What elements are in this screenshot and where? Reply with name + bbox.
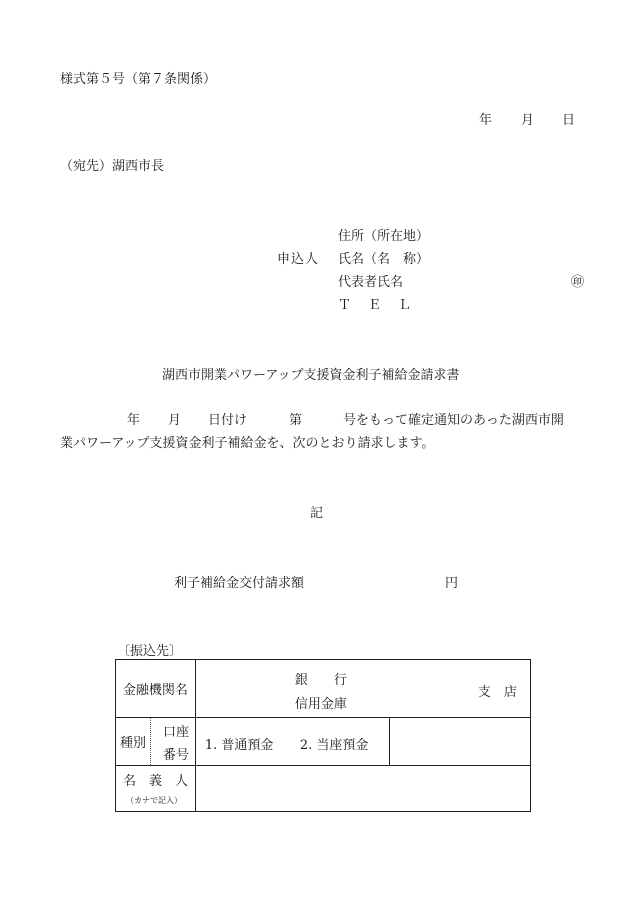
holder-name-field[interactable] xyxy=(195,766,530,812)
date-month-label: 月 xyxy=(521,113,535,128)
option-ordinary-deposit[interactable]: 1. 普通預金 xyxy=(204,738,274,753)
holder-label-cell xyxy=(116,766,196,812)
account-label-top: 口座 xyxy=(162,725,189,740)
holder-note: （カナで記入） xyxy=(126,796,182,805)
transfer-heading: 〔振込先〕 xyxy=(117,644,183,659)
applicant-role-label: 申込人 xyxy=(277,252,320,267)
institution-name-field[interactable] xyxy=(195,660,530,718)
representative-name-label: 代表者氏名 xyxy=(338,275,404,290)
amount-label: 利子補給金交付請求額 xyxy=(174,576,305,591)
body-dated: 日付け xyxy=(208,413,248,428)
addressee: （宛先）湖西市長 xyxy=(60,159,165,174)
body-year: 年 xyxy=(127,413,141,428)
tel-label: Ｔ Ｅ Ｌ xyxy=(338,298,414,313)
form-number: 様式第５号（第７条関係） xyxy=(60,72,217,87)
institution-row xyxy=(116,660,531,718)
amount-unit: 円 xyxy=(445,576,459,591)
date-year-label: 年 xyxy=(479,113,493,128)
account-number-field[interactable] xyxy=(390,718,531,766)
institution-label: 金融機関名 xyxy=(122,683,188,698)
option-current-deposit[interactable]: 2. 当座預金 xyxy=(299,738,369,753)
ki-heading: 記 xyxy=(310,506,324,521)
document-title: 湖西市開業パワーアップ支援資金利子補給金請求書 xyxy=(162,368,460,383)
body-month: 月 xyxy=(168,413,182,428)
body-no-prefix: 第 xyxy=(289,413,303,428)
account-number-label-cell xyxy=(150,718,195,766)
holder-row xyxy=(116,766,531,812)
bank-label: 銀 行 xyxy=(294,673,347,688)
date-day-label: 日 xyxy=(562,113,576,128)
seal-mark: ㊞ xyxy=(571,275,585,290)
body-line2: 業パワーアップ支援資金利子補給金を、次のとおり請求します。 xyxy=(60,436,435,451)
institution-label-cell xyxy=(116,660,196,718)
branch-label: 支 店 xyxy=(477,685,517,700)
body-line1-rest: 号をもって確定通知のあった湖西市開 xyxy=(343,413,564,428)
type-label-cell xyxy=(116,718,151,766)
type-label: 種別 xyxy=(119,736,146,751)
applicant-address-label: 住所（所在地） xyxy=(338,229,430,244)
account-label-bottom: 番号 xyxy=(162,748,189,763)
applicant-name-label: 氏名（名 称） xyxy=(338,252,430,267)
bank-account-table xyxy=(115,659,531,812)
holder-label: 名 義 人 xyxy=(123,774,189,789)
credit-union-label: 信用金庫 xyxy=(294,697,347,712)
deposit-type-options[interactable] xyxy=(195,718,390,766)
account-row xyxy=(116,718,531,766)
